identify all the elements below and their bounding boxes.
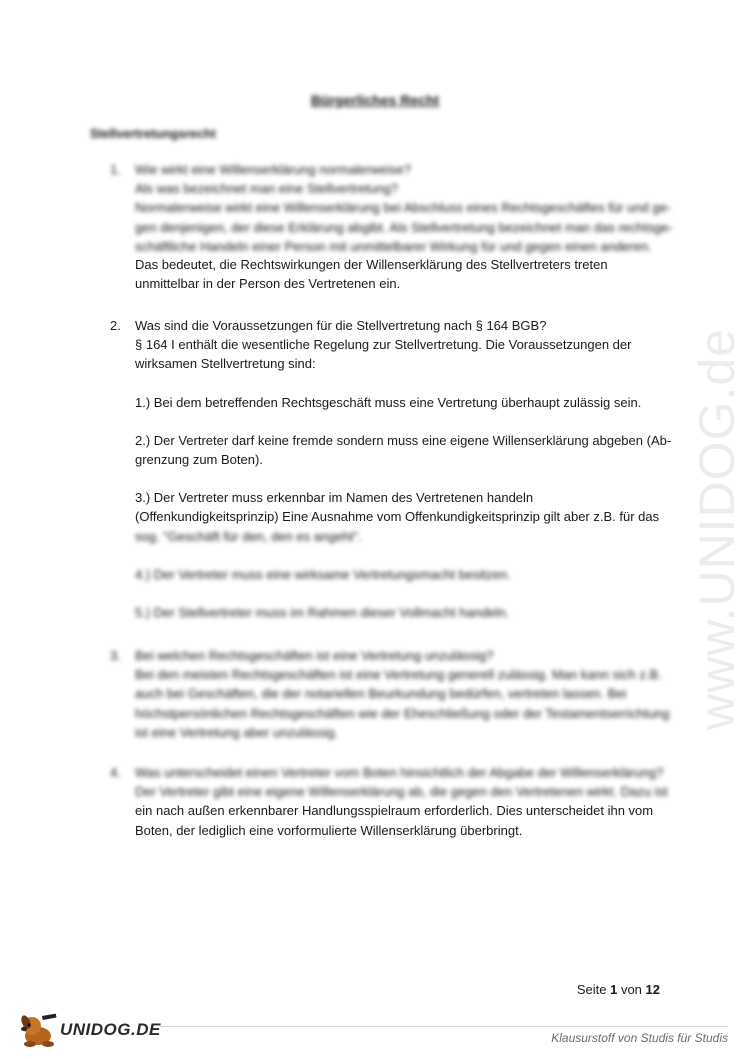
page-middle: von xyxy=(620,982,642,997)
page-prefix: Seite xyxy=(576,982,607,997)
answer-line: ein nach außen erkennbarer Handlungsspielraum erforderlich. Dies unterscheidet ihn vom xyxy=(135,803,654,819)
answer-line: Bei den meisten Rechtsgeschäften ist eine Vertretung generell zulässig. Man kann sich z.B. xyxy=(135,667,662,683)
question-item-1 xyxy=(110,160,673,293)
answer-line: höchstpersönlichen Rechtsgeschäften wie der Eheschließung oder der Testamentserrichtung xyxy=(135,705,670,721)
question-item-3 xyxy=(110,646,670,742)
condition-3-cont: (Offenkundigkeitsprinzip) Eine Ausnahme vom Offenkundigkeitsprinzip gilt aber z.B. für das xyxy=(135,509,660,525)
answer-line: gen denjenigen, der diese Erklärung abgibt. Als Stellvertretung bezeichnet man das rechtsge- xyxy=(135,219,673,235)
item-number: 3. xyxy=(110,648,121,663)
answer-line: Das bedeutet, die Rechtswirkungen der Willenserklärung des Stellvertreters treten xyxy=(135,257,608,273)
answer-line: auch bei Geschäften, die der notariellen Beurkundung bedürfen, vertreten lassen. Bei xyxy=(135,686,627,702)
condition-1: 1.) Bei dem betreffenden Rechtsgeschäft muss eine Vertretung überhaupt zulässig sein. xyxy=(135,394,642,410)
unidog-logo xyxy=(18,1012,161,1048)
dog-icon xyxy=(18,1012,58,1048)
answer-line: unmittelbar in der Person des Vertretenen ein. xyxy=(135,276,401,292)
item-number: 2. xyxy=(110,318,121,333)
question-line: Was sind die Voraussetzungen für die Stellvertretung nach § 164 BGB? xyxy=(135,318,547,333)
answer-line: ist eine Vertretung aber unzulässig. xyxy=(135,724,339,740)
answer-line: schäftliche Handeln einer Person mit unmittelbarer Wirkung für und gegen einen anderen. xyxy=(135,238,652,254)
page-total: 12 xyxy=(645,982,660,997)
question-item-2 xyxy=(110,316,672,622)
condition-4: 4.) Der Vertreter muss eine wirksame Vertretungsmacht besitzen. xyxy=(135,566,511,582)
answer-line: Normalerweise wirkt eine Willenserklärung bei Abschluss eines Rechtsgeschäftes für und ge- xyxy=(135,200,672,216)
item-number: 1. xyxy=(110,162,121,177)
footer-slogan: Klausurstoff von Studis für Studis xyxy=(551,1031,728,1045)
question-line: Als was bezeichnet man eine Stellvertretung? xyxy=(135,181,399,197)
condition-3-cont: sog. "Geschäft für den, den es angeht". xyxy=(135,528,362,544)
answer-line: wirksamen Stellvertretung sind: xyxy=(135,356,316,372)
question-item-4 xyxy=(110,763,668,840)
answer-line: § 164 I enthält die wesentliche Regelung zur Stellvertretung. Die Voraussetzungen der xyxy=(135,337,632,353)
condition-3: 3.) Der Vertreter muss erkennbar im Namen des Vertretenen handeln xyxy=(135,490,534,506)
question-line: Was unterscheidet einen Vertreter vom Boten hinsichtlich der Abgabe der Willenserklärung? xyxy=(135,765,664,780)
question-line: Wie wirkt eine Willenserklärung normalerweise? xyxy=(135,162,411,177)
page-current: 1 xyxy=(610,982,618,997)
answer-line: Der Vertreter gibt eine eigene Willenserklärung ab, die gegen den Vertretenen wirkt. Dazu ist xyxy=(135,784,668,800)
document-title: Bürgerliches Recht xyxy=(310,92,440,108)
condition-2-cont: grenzung zum Boten). xyxy=(135,452,263,468)
answer-line: Boten, der lediglich eine vorformulierte Willenserklärung überbringt. xyxy=(135,822,523,838)
page-number xyxy=(577,982,660,997)
question-line: Bei welchen Rechtsgeschäften ist eine Vertretung unzulässig? xyxy=(135,648,494,663)
condition-5: 5.) Der Stellvertreter muss im Rahmen dieser Vollmacht handeln. xyxy=(135,605,510,621)
watermark: www.UNIDOG.de xyxy=(689,328,745,730)
item-number: 4. xyxy=(110,765,121,780)
footer-divider xyxy=(160,1026,728,1027)
logo-text: UNIDOG.DE xyxy=(60,1020,161,1039)
condition-2: 2.) Der Vertreter darf keine fremde sondern muss eine eigene Willenserklärung abgeben (Ab- xyxy=(135,432,672,448)
section-heading: Stellvertretungsrecht xyxy=(90,127,216,141)
